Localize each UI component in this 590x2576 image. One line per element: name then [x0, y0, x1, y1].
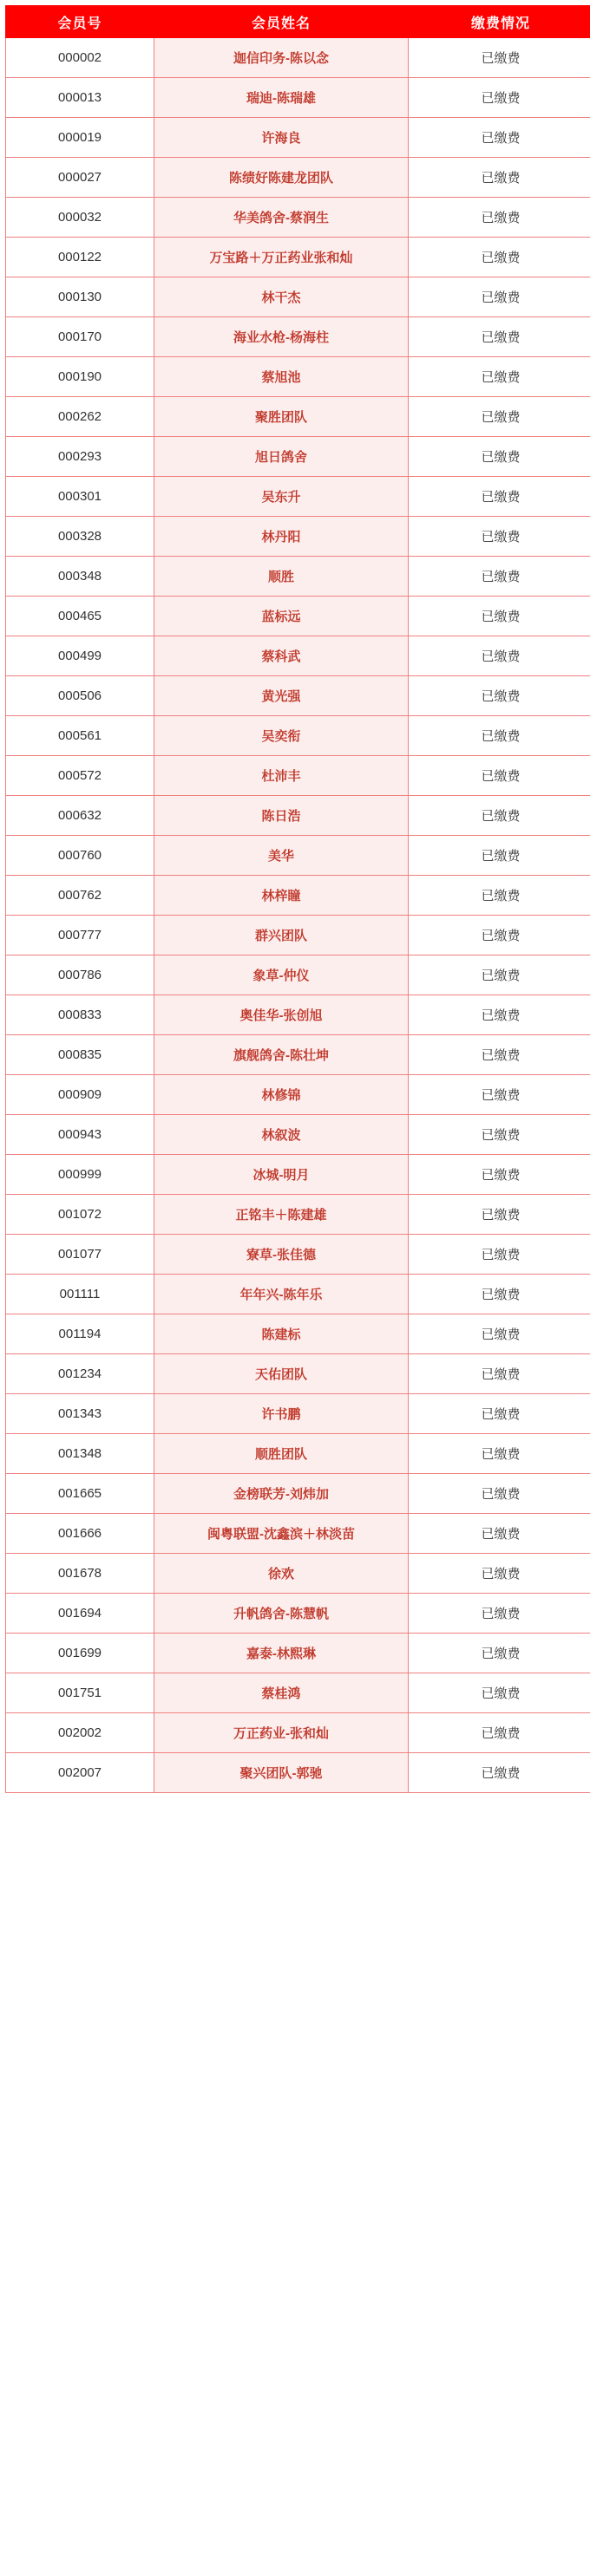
- table-row: [6, 1474, 590, 1514]
- cell-member-id: 001077: [6, 1235, 154, 1275]
- cell-payment-status: 已缴费: [409, 1713, 590, 1753]
- cell-member-id: 001234: [6, 1354, 154, 1394]
- cell-payment-status: 已缴费: [409, 995, 590, 1035]
- cell-member-name: 嘉泰-林熙琳: [154, 1634, 409, 1673]
- table-header: [6, 6, 590, 38]
- cell-member-name: 聚兴团队-郭驰: [154, 1753, 409, 1793]
- table-row: [6, 995, 590, 1035]
- cell-payment-status: 已缴费: [409, 1075, 590, 1115]
- table-row: [6, 517, 590, 557]
- cell-member-id: 000122: [6, 238, 154, 277]
- cell-payment-status: 已缴费: [409, 158, 590, 198]
- cell-member-name: 象草-仲仪: [154, 955, 409, 995]
- cell-member-name: 万正药业-张和灿: [154, 1713, 409, 1753]
- cell-member-id: 001194: [6, 1314, 154, 1354]
- table-row: [6, 1314, 590, 1354]
- column-header-payment-status: 缴费情况: [409, 6, 590, 38]
- table-row: [6, 1075, 590, 1115]
- table-row: [6, 955, 590, 995]
- cell-member-name: 正铭丰＋陈建雄: [154, 1195, 409, 1235]
- cell-member-name: 许书鹏: [154, 1394, 409, 1434]
- cell-member-name: 顺胜: [154, 557, 409, 597]
- cell-member-id: 001694: [6, 1594, 154, 1634]
- cell-payment-status: 已缴费: [409, 1275, 590, 1314]
- cell-member-id: 000499: [6, 636, 154, 676]
- table-row: [6, 238, 590, 277]
- cell-payment-status: 已缴费: [409, 1314, 590, 1354]
- table-row: [6, 1634, 590, 1673]
- table-row: [6, 756, 590, 796]
- table-row: [6, 716, 590, 756]
- cell-member-name: 黄光强: [154, 676, 409, 716]
- table-row: [6, 118, 590, 158]
- table-row: [6, 1115, 590, 1155]
- cell-member-id: 000002: [6, 38, 154, 78]
- cell-member-name: 蓝标远: [154, 597, 409, 636]
- cell-member-name: 陈日浩: [154, 796, 409, 836]
- table-row: [6, 78, 590, 118]
- cell-member-id: 001665: [6, 1474, 154, 1514]
- cell-member-id: 000027: [6, 158, 154, 198]
- cell-payment-status: 已缴费: [409, 836, 590, 876]
- cell-member-name: 吴奕衔: [154, 716, 409, 756]
- cell-member-id: 000760: [6, 836, 154, 876]
- table-row: [6, 357, 590, 397]
- cell-member-name: 旗舰鸽舍-陈壮坤: [154, 1035, 409, 1075]
- cell-payment-status: 已缴费: [409, 317, 590, 357]
- cell-member-name: 聚胜团队: [154, 397, 409, 437]
- cell-member-name: 陈绩好陈建龙团队: [154, 158, 409, 198]
- table-row: [6, 1155, 590, 1195]
- cell-member-id: 000190: [6, 357, 154, 397]
- cell-payment-status: 已缴费: [409, 118, 590, 158]
- cell-member-id: 000999: [6, 1155, 154, 1195]
- cell-member-id: 000130: [6, 277, 154, 317]
- cell-member-id: 002002: [6, 1713, 154, 1753]
- cell-member-id: 000293: [6, 437, 154, 477]
- table-row: [6, 836, 590, 876]
- cell-member-name: 徐欢: [154, 1554, 409, 1594]
- cell-payment-status: 已缴费: [409, 676, 590, 716]
- cell-member-name: 蔡科武: [154, 636, 409, 676]
- cell-member-id: 000262: [6, 397, 154, 437]
- cell-member-id: 000301: [6, 477, 154, 517]
- cell-payment-status: 已缴费: [409, 1554, 590, 1594]
- cell-member-id: 000170: [6, 317, 154, 357]
- cell-payment-status: 已缴费: [409, 1753, 590, 1793]
- table-row: [6, 1554, 590, 1594]
- table-row: [6, 1713, 590, 1753]
- cell-payment-status: 已缴费: [409, 277, 590, 317]
- table-row: [6, 397, 590, 437]
- cell-member-id: 000835: [6, 1035, 154, 1075]
- cell-payment-status: 已缴费: [409, 1514, 590, 1554]
- cell-member-id: 000909: [6, 1075, 154, 1115]
- cell-payment-status: 已缴费: [409, 38, 590, 78]
- cell-member-id: 000013: [6, 78, 154, 118]
- cell-payment-status: 已缴费: [409, 1354, 590, 1394]
- table-row: [6, 1594, 590, 1634]
- cell-member-name: 林梓瞳: [154, 876, 409, 916]
- table-header-row: [6, 6, 590, 38]
- cell-member-name: 瑞迪-陈瑞雄: [154, 78, 409, 118]
- cell-payment-status: 已缴费: [409, 756, 590, 796]
- cell-payment-status: 已缴费: [409, 1474, 590, 1514]
- member-payment-table: [5, 5, 590, 1793]
- cell-member-id: 000032: [6, 198, 154, 238]
- cell-member-name: 奥佳华-张创旭: [154, 995, 409, 1035]
- cell-payment-status: 已缴费: [409, 636, 590, 676]
- cell-payment-status: 已缴费: [409, 1673, 590, 1713]
- cell-member-name: 迦信印务-陈以念: [154, 38, 409, 78]
- table-row: [6, 1753, 590, 1793]
- cell-member-id: 001666: [6, 1514, 154, 1554]
- cell-payment-status: 已缴费: [409, 198, 590, 238]
- cell-member-name: 林修锦: [154, 1075, 409, 1115]
- table-row: [6, 597, 590, 636]
- table-row: [6, 1035, 590, 1075]
- cell-payment-status: 已缴费: [409, 1115, 590, 1155]
- cell-member-name: 林丹阳: [154, 517, 409, 557]
- table-row: [6, 1394, 590, 1434]
- cell-member-name: 吴东升: [154, 477, 409, 517]
- cell-member-id: 000786: [6, 955, 154, 995]
- table-row: [6, 636, 590, 676]
- table-row: [6, 317, 590, 357]
- cell-member-name: 闽粤联盟-沈鑫滨＋林淡苗: [154, 1514, 409, 1554]
- cell-payment-status: 已缴费: [409, 437, 590, 477]
- cell-member-name: 陈建标: [154, 1314, 409, 1354]
- table-row: [6, 1235, 590, 1275]
- cell-member-name: 升帆鸽舍-陈慧帆: [154, 1594, 409, 1634]
- cell-member-name: 杜沛丰: [154, 756, 409, 796]
- table-row: [6, 1673, 590, 1713]
- cell-member-id: 001348: [6, 1434, 154, 1474]
- cell-member-id: 001072: [6, 1195, 154, 1235]
- cell-member-id: 001678: [6, 1554, 154, 1594]
- table-row: [6, 437, 590, 477]
- cell-payment-status: 已缴费: [409, 238, 590, 277]
- cell-member-id: 000348: [6, 557, 154, 597]
- cell-member-id: 000943: [6, 1115, 154, 1155]
- cell-member-id: 000572: [6, 756, 154, 796]
- cell-payment-status: 已缴费: [409, 876, 590, 916]
- cell-member-id: 000762: [6, 876, 154, 916]
- cell-member-name: 年年兴-陈年乐: [154, 1275, 409, 1314]
- cell-member-id: 000506: [6, 676, 154, 716]
- cell-member-id: 001111: [6, 1275, 154, 1314]
- table-row: [6, 1514, 590, 1554]
- cell-member-id: 001343: [6, 1394, 154, 1434]
- cell-member-id: 000632: [6, 796, 154, 836]
- table-row: [6, 916, 590, 955]
- table-row: [6, 1354, 590, 1394]
- cell-member-id: 000328: [6, 517, 154, 557]
- cell-member-id: 000833: [6, 995, 154, 1035]
- cell-payment-status: 已缴费: [409, 557, 590, 597]
- table-row: [6, 676, 590, 716]
- cell-member-id: 000561: [6, 716, 154, 756]
- table-row: [6, 1195, 590, 1235]
- cell-payment-status: 已缴费: [409, 78, 590, 118]
- cell-member-name: 林干杰: [154, 277, 409, 317]
- cell-member-name: 群兴团队: [154, 916, 409, 955]
- table-row: [6, 1275, 590, 1314]
- cell-member-name: 冰城-明月: [154, 1155, 409, 1195]
- table-row: [6, 38, 590, 78]
- cell-member-name: 万宝路＋万正药业张和灿: [154, 238, 409, 277]
- cell-member-name: 旭日鸽舍: [154, 437, 409, 477]
- cell-member-id: 000019: [6, 118, 154, 158]
- table-row: [6, 796, 590, 836]
- cell-payment-status: 已缴费: [409, 397, 590, 437]
- cell-payment-status: 已缴费: [409, 1394, 590, 1434]
- cell-member-name: 寮草-张佳德: [154, 1235, 409, 1275]
- cell-payment-status: 已缴费: [409, 597, 590, 636]
- cell-payment-status: 已缴费: [409, 517, 590, 557]
- cell-payment-status: 已缴费: [409, 1434, 590, 1474]
- cell-member-name: 金榜联芳-刘炜加: [154, 1474, 409, 1514]
- cell-member-name: 蔡桂鸿: [154, 1673, 409, 1713]
- cell-member-id: 000777: [6, 916, 154, 955]
- cell-payment-status: 已缴费: [409, 955, 590, 995]
- cell-member-id: 000465: [6, 597, 154, 636]
- table-row: [6, 1434, 590, 1474]
- cell-payment-status: 已缴费: [409, 1035, 590, 1075]
- cell-payment-status: 已缴费: [409, 1594, 590, 1634]
- table-row: [6, 198, 590, 238]
- cell-payment-status: 已缴费: [409, 796, 590, 836]
- cell-member-name: 林叙波: [154, 1115, 409, 1155]
- cell-payment-status: 已缴费: [409, 1235, 590, 1275]
- cell-payment-status: 已缴费: [409, 1155, 590, 1195]
- cell-payment-status: 已缴费: [409, 916, 590, 955]
- cell-member-id: 001699: [6, 1634, 154, 1673]
- cell-payment-status: 已缴费: [409, 1634, 590, 1673]
- table-row: [6, 158, 590, 198]
- table-row: [6, 477, 590, 517]
- column-header-member-name: 会员姓名: [154, 6, 409, 38]
- column-header-member-id: 会员号: [6, 6, 154, 38]
- table-row: [6, 277, 590, 317]
- cell-payment-status: 已缴费: [409, 477, 590, 517]
- cell-member-name: 许海良: [154, 118, 409, 158]
- cell-payment-status: 已缴费: [409, 716, 590, 756]
- cell-member-name: 顺胜团队: [154, 1434, 409, 1474]
- cell-member-name: 美华: [154, 836, 409, 876]
- table-body: [6, 38, 590, 1793]
- cell-member-name: 华美鸽舍-蔡润生: [154, 198, 409, 238]
- cell-member-name: 海业水枪-杨海柱: [154, 317, 409, 357]
- cell-payment-status: 已缴费: [409, 357, 590, 397]
- cell-member-id: 002007: [6, 1753, 154, 1793]
- cell-member-id: 001751: [6, 1673, 154, 1713]
- table-row: [6, 557, 590, 597]
- cell-payment-status: 已缴费: [409, 1195, 590, 1235]
- cell-member-name: 天佑团队: [154, 1354, 409, 1394]
- cell-member-name: 蔡旭池: [154, 357, 409, 397]
- table-row: [6, 876, 590, 916]
